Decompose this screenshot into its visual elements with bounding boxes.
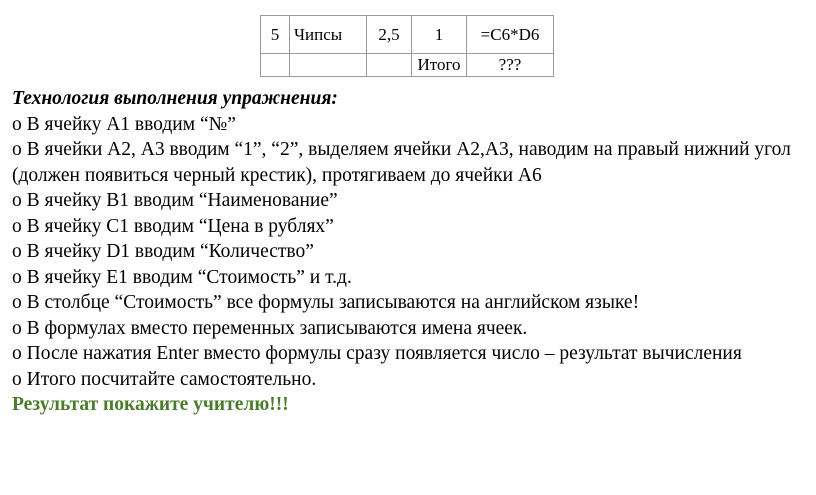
step-3: o В ячейку В1 вводим “Наименование” (12, 190, 338, 211)
table-cell: Итого (412, 54, 467, 77)
table-cell: 5 (261, 16, 290, 54)
step-6: o В ячейку Е1 вводим “Стоимость” и т.д. (12, 266, 352, 288)
final-note: Результат покажите учителю!!! (12, 394, 289, 415)
step-10: o Итого посчитайте самостоятельно. (12, 368, 317, 390)
step-8: o В формулах вместо переменных записываются имена ячеек. (12, 317, 528, 339)
step-9: o После нажатия Enter вместо формулы сразу появляется число – результат вычисления (12, 343, 742, 364)
step-4: o В ячейку С1 вводим “Цена в рублях” (12, 215, 334, 237)
table-cell: 2,5 (367, 16, 412, 54)
table-cell: =C6*D6 (467, 16, 554, 54)
table-cell (367, 54, 412, 77)
step-2: o В ячейки А2, А3 вводим “1”, “2”, выделяем ячейки А2,А3, наводим на правый нижний угол (должен появиться черный крестик), протягиваем до ячейки А6 (12, 139, 791, 186)
table-cell: Чипсы (290, 16, 367, 54)
instructions-block (12, 86, 812, 418)
step-7: o В столбце “Стоимость” все формулы записываются на английском языке! (12, 292, 640, 313)
table-row (261, 16, 554, 54)
table-cell (290, 54, 367, 77)
step-1: o В ячейку А1 вводим “№” (12, 113, 236, 135)
table-cell (261, 54, 290, 77)
table-cell: ??? (467, 54, 554, 77)
step-5: o В ячейку D1 вводим “Количество” (12, 241, 314, 262)
spreadsheet-fragment-table (260, 15, 554, 77)
table-cell: 1 (412, 16, 467, 54)
table-row (261, 54, 554, 77)
instructions-heading: Технология выполнения упражнения: (12, 88, 338, 109)
